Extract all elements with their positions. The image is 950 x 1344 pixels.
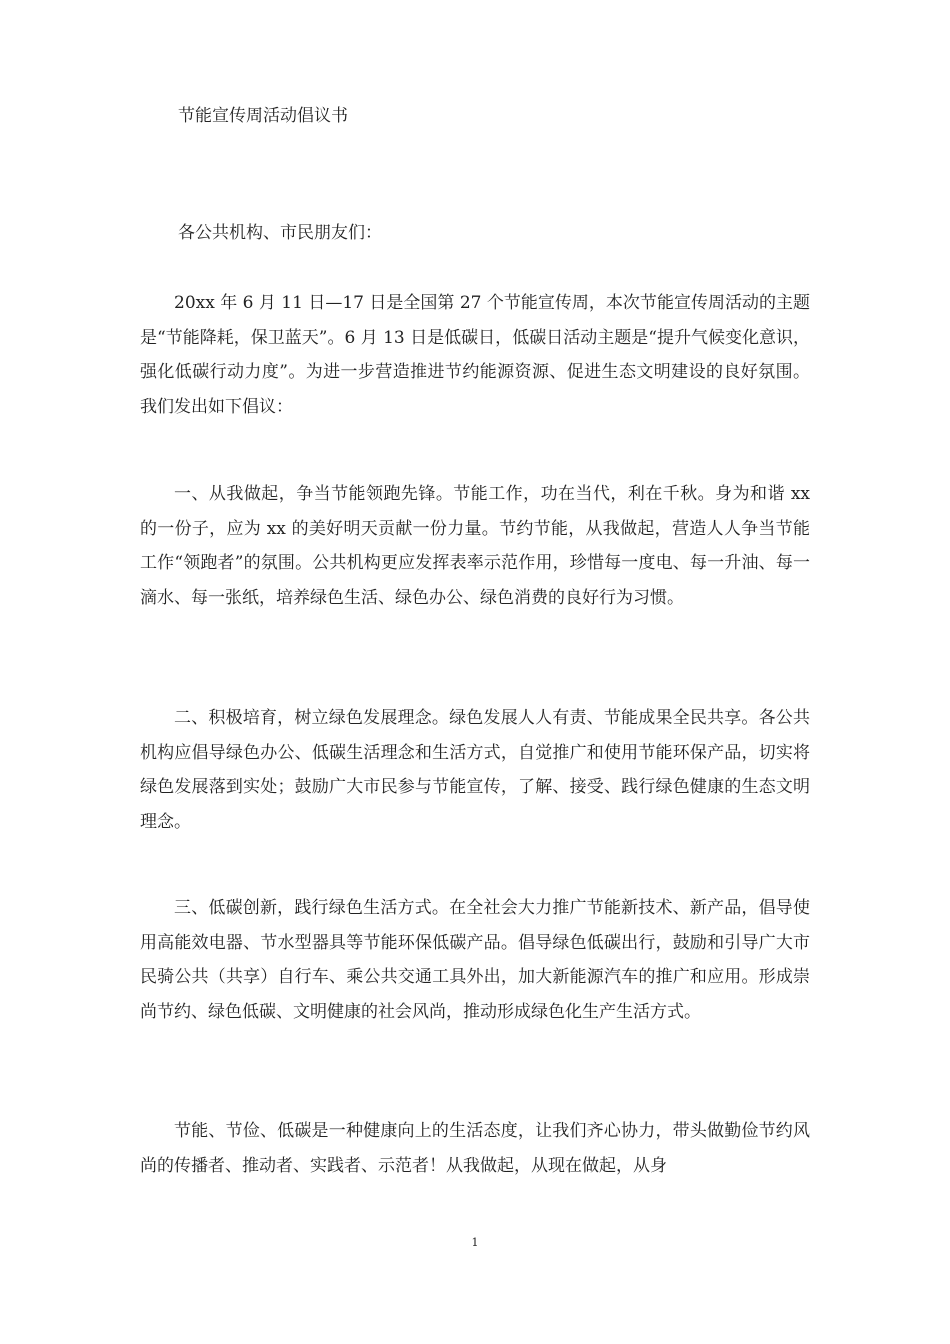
- paragraph-proposal-3: 三、低碳创新，践行绿色生活方式。在全社会大力推广节能新技术、新产品，倡导使用高能效电器、节水型器具等节能环保低碳产品。倡导绿色低碳出行，鼓励和引导广大市民骑公共（共享）自行车、乘公共交通工具外出，加大新能源汽车的推广和应用。形成崇尚节约、绿色低碳、文明健康的社会风尚，推动形成绿色化生产生活方式。: [140, 898, 810, 1022]
- document-title: 节能宣传周活动倡议书: [178, 106, 348, 126]
- paragraph-closing: 节能、节俭、低碳是一种健康向上的生活态度，让我们齐心协力，带头做勤俭节约风尚的传播者、推动者、实践者、示范者！从我做起，从现在做起，从身: [140, 1121, 810, 1176]
- paragraph-proposal-1: 一、从我做起，争当节能领跑先锋。节能工作，功在当代，利在千秋。身为和谐 xx 的一份子，应为 xx 的美好明天贡献一份力量。节约节能，从我做起，营造人人争当节能工作“领跑者”的氛围。公共机构更应发挥表率示范作用，珍惜每一度电、每一升油、每一滴水、每一张纸，培养绿色生活、绿色办公、绿色消费的良好行为习惯。: [140, 484, 810, 608]
- paragraph-proposal-2: 二、积极培育，树立绿色发展理念。绿色发展人人有责、节能成果全民共享。各公共机构应倡导绿色办公、低碳生活理念和生活方式，自觉推广和使用节能环保产品，切实将绿色发展落到实处；鼓励广大市民参与节能宣传，了解、接受、践行绿色健康的生态文明理念。: [140, 708, 810, 832]
- paragraph-intro: 20xx 年 6 月 11 日—17 日是全国第 27 个节能宣传周，本次节能宣传周活动的主题是“节能降耗，保卫蓝天”。6 月 13 日是低碳日，低碳日活动主题是“提升气候变化意识，强化低碳行动力度”。为进一步营造推进节约能源资源、促进生态文明建设的良好氛围。我们发出如下倡议：: [140, 293, 810, 417]
- page-number: 1: [471, 1236, 479, 1249]
- salutation: 各公共机构、市民朋友们：: [178, 223, 382, 243]
